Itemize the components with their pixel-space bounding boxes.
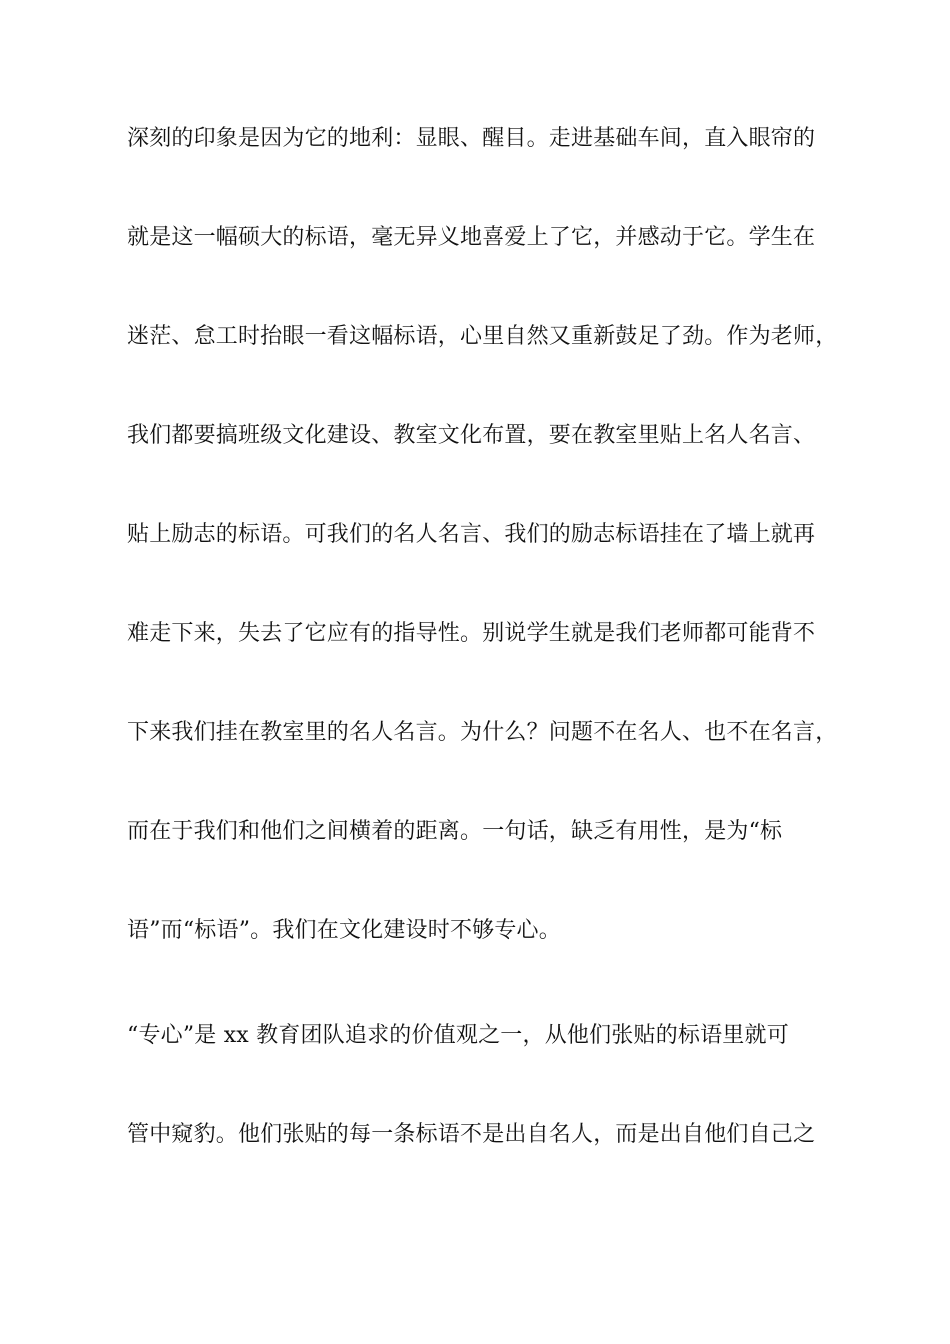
text-line-6: 难走下来，失去了它应有的指导性。别说学生就是我们老师都可能背不: [127, 621, 816, 646]
text-line-1: 深刻的印象是因为它的地利：显眼、醒目。走进基础车间，直入眼帘的: [127, 126, 816, 151]
text-line-2: 就是这一幅硕大的标语，毫无异义地喜爱上了它，并感动于它。学生在: [127, 225, 816, 250]
text-line-9: 语”而“标语”。我们在文化建设时不够专心。: [127, 918, 561, 943]
text-line-4: 我们都要搞班级文化建设、教室文化布置，要在教室里贴上名人名言、: [127, 423, 816, 448]
text-line-5: 贴上励志的标语。可我们的名人名言、我们的励志标语挂在了墙上就再: [127, 522, 816, 547]
text-line-3: 迷茫、怠工时抬眼一看这幅标语，心里自然又重新鼓足了劲。作为老师，: [127, 324, 838, 349]
text-line-11: 管中窥豹。他们张贴的每一条标语不是出自名人，而是出自他们自己之: [127, 1122, 816, 1147]
text-line-10: “专心”是 xx 教育团队追求的价值观之一，从他们张贴的标语里就可: [127, 1023, 789, 1048]
text-line-7: 下来我们挂在教室里的名人名言。为什么？问题不在名人、也不在名言，: [127, 720, 838, 745]
text-line-8: 而在于我们和他们之间横着的距离。一句话，缺乏有用性，是为“标: [127, 819, 783, 844]
